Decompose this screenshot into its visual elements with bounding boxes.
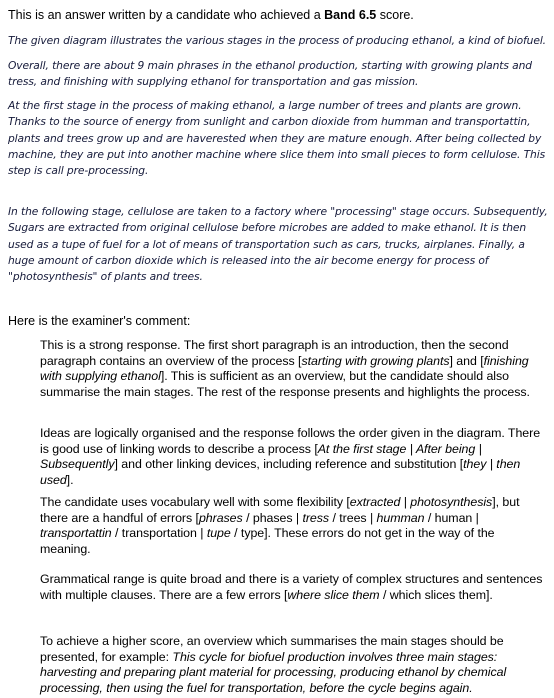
comment-text: This is a strong response. The first short paragraph is an introduction, then the second paragraph contains an overview of the process [: [40, 338, 509, 368]
essay-paragraph-2: Overall, there are about 9 main phrases in the ethanol production, starting with growing plants and tress, and finishing with supplying ethanol for transportation and gas mission.: [8, 59, 532, 89]
intro-line: [8, 7, 414, 23]
comment-text: / transportation |: [111, 526, 207, 541]
examiner-heading: Here is the examiner's comment:: [8, 314, 191, 328]
intro-prefix: This is an answer written by a candidate who achieved a: [8, 8, 325, 22]
comment-text: The candidate uses vocabulary well with some flexibility [: [40, 495, 350, 509]
comment-quote: tress: [302, 510, 330, 525]
essay-paragraph-4: In the following stage, cellulose are taken to a factory where "processing" stage occurs. Subsequently, Sugars are extracted from original cellulose before microbes are added to make ethanol. It is then used as a tupe of fuel for a lot of means of transportation such as cars, trucks, airplanes. Finally, a huge amount of carbon dioxide which is released into the air become energy for process of "photosynthesis" of plants and trees.: [8, 205, 548, 284]
comment-paragraph-1: [40, 338, 546, 400]
comment-paragraph-3: [40, 495, 546, 557]
comment-paragraph-5: [40, 634, 546, 696]
comment-text: / phases |: [242, 510, 303, 525]
comment-quote: humman: [376, 510, 425, 525]
comment-text: / trees |: [329, 510, 377, 525]
comment-quote: where slice them: [287, 587, 380, 602]
comment-text: Grammatical range is quite broad and there is a variety of complex structures and sentences with multiple clauses. There are a few errors [: [40, 572, 543, 602]
comment-paragraph-2: [40, 426, 546, 488]
comment-quote: extracted | photosynthesis: [349, 495, 493, 509]
comment-paragraph-4: [40, 572, 546, 603]
comment-quote: tupe: [206, 526, 231, 541]
comment-text: ], but there are a handful of errors [: [40, 495, 520, 525]
essay-paragraph-3: At the first stage in the process of making ethanol, a large number of trees and plants are grown. Thanks to the source of energy from sunlight and carbon dioxide from humman and transportattin, plants and trees grow up and are haverested when they are mature enough. After being collected by machine, they are put into another machine where slice them into small pieces to form cellulose. This step is call pre-processing.: [8, 99, 546, 178]
comment-quote: At the first stage | After being | Subsequently: [40, 441, 482, 472]
comment-quote: starting with growing plants: [301, 353, 450, 368]
comment-text: / human |: [424, 510, 479, 525]
comment-quote: phrases: [198, 510, 243, 525]
comment-text: ]. This is sufficient as an overview, but the candidate should also summarise the main stages. The rest of the response presents and highlights the process.: [40, 369, 530, 399]
comment-text: ] and other linking devices, including reference and substitution [: [114, 457, 464, 472]
comment-text: ] and [: [449, 353, 484, 368]
comment-quote: This cycle for biofuel production involves three main stages: harvesting and preparing plant material for processing, producing ethanol by chemical processing, then using the fuel for transportation, before the cycle begins again.: [40, 649, 507, 695]
comment-text: Ideas are logically organised and the response follows the order given in the diagram. There is good use of linking words to describe a process [: [40, 426, 541, 456]
comment-quote: transportattin: [40, 526, 112, 541]
comment-quote: finishing with supplying ethanol: [40, 353, 529, 384]
comment-text: To achieve a higher score, an overview which summarises the main stages should be presented, for example:: [40, 634, 504, 664]
comment-quote: they | then used: [40, 457, 521, 487]
comment-text: / which slices them].: [379, 587, 493, 602]
band-score: Band 6.5: [324, 8, 377, 22]
comment-text: / type]. These errors do not get in the way of the meaning.: [40, 526, 495, 556]
comment-text: ].: [66, 472, 74, 487]
intro-suffix: score.: [376, 8, 414, 22]
essay-paragraph-1: The given diagram illustrates the various stages in the process of producing ethanol, a kind of biofuel.: [8, 34, 546, 47]
